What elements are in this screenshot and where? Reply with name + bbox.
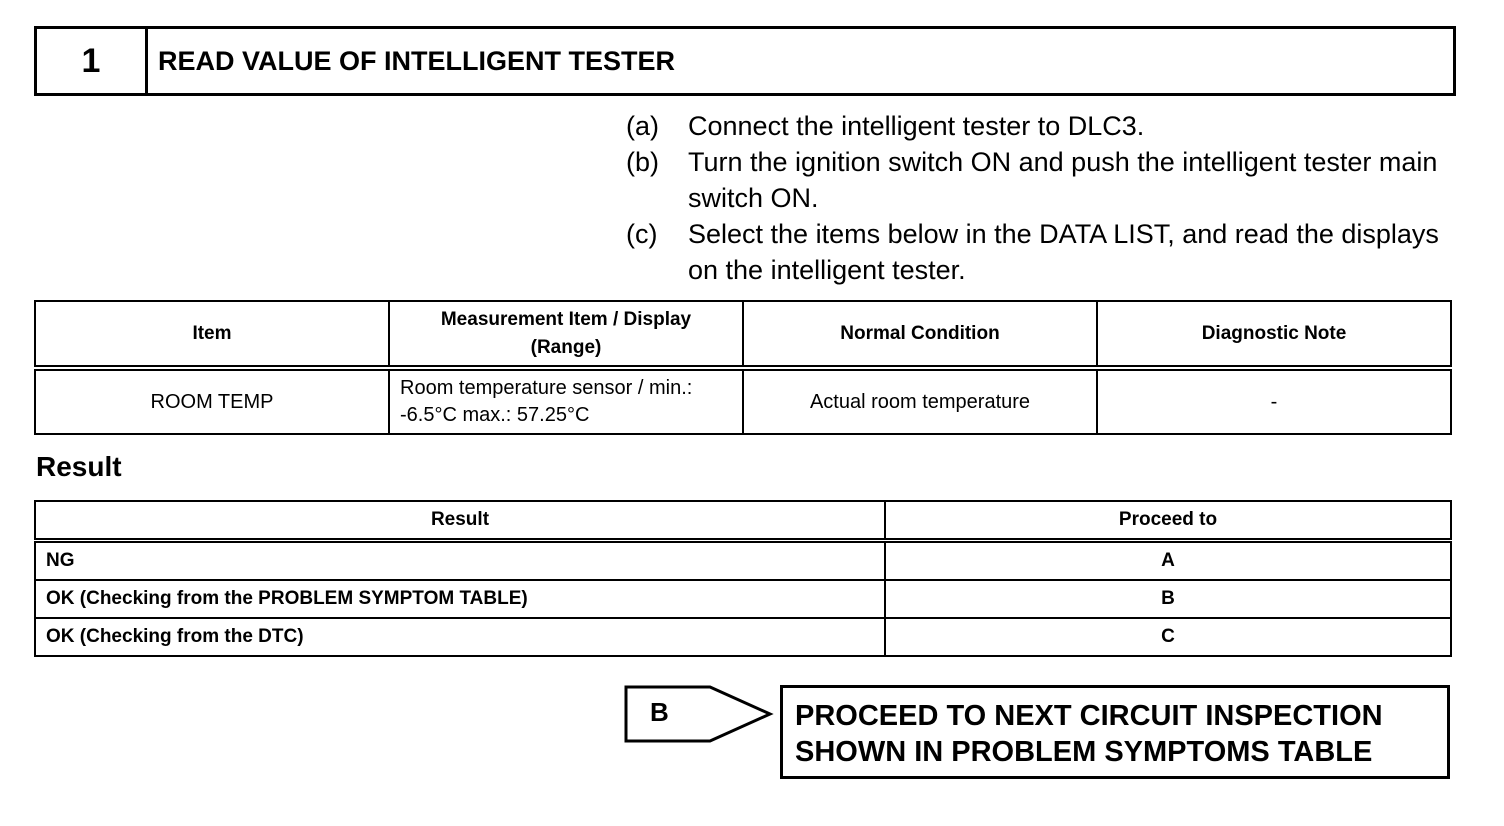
data-list-table — [34, 300, 1452, 435]
header-normal-condition: Normal Condition — [743, 301, 1097, 368]
instruction-item — [626, 144, 1446, 216]
header-diagnostic-note: Diagnostic Note — [1097, 301, 1451, 368]
cell-diagnostic-note: - — [1097, 368, 1451, 434]
proceed-instruction-box — [780, 685, 1450, 779]
header-item: Item — [35, 301, 389, 368]
instruction-item — [626, 108, 1446, 144]
result-heading: Result — [36, 451, 122, 482]
cell-measurement — [389, 368, 743, 434]
instruction-text: Connect the intelligent tester to DLC3. — [688, 111, 1145, 141]
proceed-line1: PROCEED TO NEXT CIRCUIT INSPECTION — [795, 700, 1383, 732]
instruction-text: Turn the ignition switch ON and push the intelligent tester main switch ON. — [688, 147, 1438, 213]
instruction-text: Select the items below in the DATA LIST, and read the displays on the intelligent tester. — [688, 219, 1439, 285]
header-measurement — [389, 301, 743, 368]
step-header — [34, 26, 1456, 96]
cell-normal-condition: Actual room temperature — [743, 368, 1097, 434]
instruction-letter: (a) — [626, 111, 659, 141]
instruction-letter: (c) — [626, 219, 658, 249]
step-title: READ VALUE OF INTELLIGENT TESTER — [158, 45, 676, 76]
cell-result: NG — [35, 541, 885, 581]
cell-item: ROOM TEMP — [35, 368, 389, 434]
header-measurement-line1: Measurement Item / Display — [440, 308, 692, 330]
table-row — [35, 580, 1451, 618]
proceed-line2: SHOWN IN PROBLEM SYMPTOMS TABLE — [795, 736, 1373, 768]
table-header-row — [35, 301, 1451, 368]
cell-measurement-line2: -6.5°C max.: 57.25°C — [400, 404, 590, 426]
table-header-row — [35, 501, 1451, 541]
table-row — [35, 618, 1451, 656]
instruction-item — [626, 216, 1446, 288]
instruction-list — [626, 108, 1446, 288]
cell-proceed: A — [885, 541, 1451, 581]
branch-arrow-icon — [624, 684, 774, 744]
header-result: Result — [35, 501, 885, 541]
header-proceed-to: Proceed to — [885, 501, 1451, 541]
step-number: 1 — [37, 29, 148, 93]
header-measurement-line2: (Range) — [530, 336, 602, 358]
cell-proceed: B — [885, 580, 1451, 618]
result-table — [34, 500, 1452, 657]
cell-measurement-line1: Room temperature sensor / min.: — [400, 377, 693, 399]
instruction-letter: (b) — [626, 147, 659, 177]
branch-label: B — [650, 697, 669, 727]
cell-result: OK (Checking from the DTC) — [35, 618, 885, 656]
table-row — [35, 541, 1451, 581]
table-row — [35, 368, 1451, 434]
cell-result: OK (Checking from the PROBLEM SYMPTOM TABLE) — [35, 580, 885, 618]
cell-proceed: C — [885, 618, 1451, 656]
